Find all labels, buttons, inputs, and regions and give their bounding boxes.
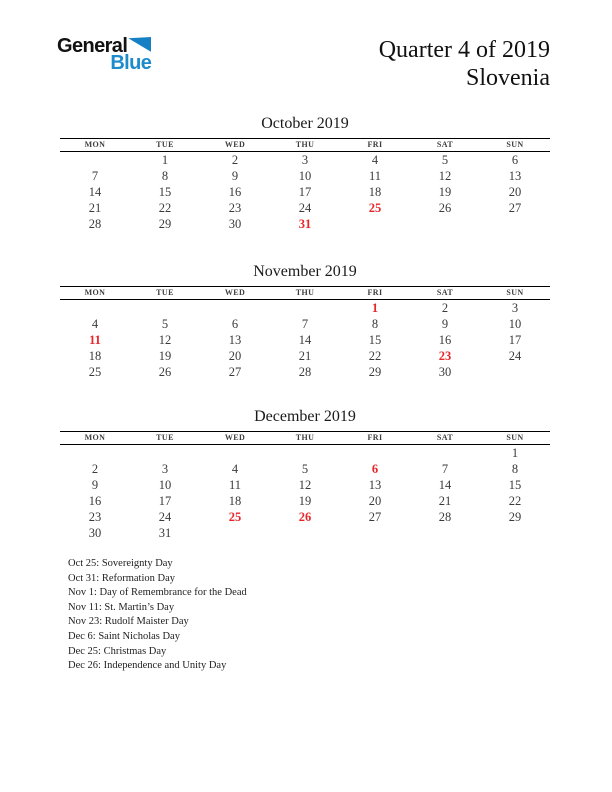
day-cell: 21 (298, 349, 312, 363)
day-cell: 31 (298, 217, 312, 231)
day-cell: 18 (228, 494, 242, 508)
day-cell: 14 (298, 333, 312, 347)
day-cell: 27 (228, 365, 242, 379)
day-cell: 15 (158, 185, 172, 199)
day-cell: 22 (368, 349, 382, 363)
weekday-header: MON (84, 433, 106, 442)
empty-day-cell (480, 216, 550, 232)
month-grid-december (60, 431, 550, 541)
day-cell: 12 (298, 478, 312, 492)
day-cell: 24 (158, 510, 172, 524)
day-cell: 10 (298, 169, 312, 183)
day-cell: 12 (158, 333, 172, 347)
day-cell: 5 (301, 462, 309, 476)
day-cell: 28 (298, 365, 312, 379)
weekday-header: TUE (156, 433, 174, 442)
weekday-header: FRI (367, 433, 383, 442)
day-cell: 26 (158, 365, 172, 379)
day-cell: 10 (508, 317, 522, 331)
day-cell: 16 (228, 185, 242, 199)
holiday-item: Nov 23: Rudolf Maister Day (68, 616, 189, 628)
month-title-october: October 2019 (261, 115, 349, 132)
empty-day-cell (340, 525, 410, 541)
page-title-quarter: Quarter 4 of 2019 (378, 37, 550, 63)
day-cell: 2 (231, 153, 239, 167)
week-row (60, 364, 550, 380)
day-cell: 6 (371, 462, 379, 476)
empty-day-cell (60, 152, 130, 168)
day-cell: 15 (368, 333, 382, 347)
day-cell: 1 (371, 301, 379, 315)
weekday-header: SUN (506, 433, 524, 442)
day-cell: 3 (511, 301, 519, 315)
logo-triangle-icon (128, 37, 151, 52)
empty-day-cell (340, 445, 410, 461)
month-title-november: November 2019 (253, 263, 357, 280)
day-cell: 25 (368, 201, 382, 215)
week-row (60, 316, 550, 332)
month-section-december (60, 407, 550, 541)
week-row (60, 493, 550, 509)
month-grid-november (60, 286, 550, 380)
weekday-header: THU (295, 140, 315, 149)
week-row (60, 348, 550, 364)
empty-day-cell (410, 216, 480, 232)
empty-day-cell (200, 445, 270, 461)
page-title-country: Slovenia (466, 65, 550, 91)
day-cell: 17 (298, 185, 312, 199)
weekday-header: THU (295, 433, 315, 442)
weekday-header: FRI (367, 288, 383, 297)
holiday-item: Dec 26: Independence and Unity Day (68, 660, 227, 672)
day-cell: 13 (368, 478, 382, 492)
week-row (60, 200, 550, 216)
day-cell: 28 (88, 217, 102, 231)
logo-blue-text: Blue (110, 52, 152, 74)
day-cell: 6 (511, 153, 519, 167)
day-cell: 27 (508, 201, 522, 215)
weekday-header-row (60, 286, 550, 300)
day-cell: 18 (88, 349, 102, 363)
day-cell: 11 (89, 333, 101, 347)
week-row (60, 184, 550, 200)
weekday-header-row (60, 138, 550, 152)
day-cell: 25 (228, 510, 242, 524)
empty-day-cell (60, 445, 130, 461)
day-cell: 30 (88, 526, 102, 540)
day-cell: 20 (368, 494, 382, 508)
holiday-item: Oct 31: Reformation Day (68, 572, 176, 584)
day-cell: 15 (508, 478, 522, 492)
empty-day-cell (410, 525, 480, 541)
empty-day-cell (130, 445, 200, 461)
weekday-header: THU (295, 288, 315, 297)
day-cell: 1 (161, 153, 169, 167)
day-cell: 8 (161, 169, 169, 183)
day-cell: 2 (91, 462, 99, 476)
day-cell: 23 (438, 349, 452, 363)
day-cell: 7 (301, 317, 309, 331)
day-cell: 9 (441, 317, 449, 331)
empty-day-cell (130, 300, 200, 316)
empty-day-cell (60, 300, 130, 316)
day-cell: 23 (228, 201, 242, 215)
day-cell: 11 (368, 169, 382, 183)
month-section-november (60, 262, 550, 380)
day-cell: 19 (438, 185, 452, 199)
weekday-header: WED (224, 140, 246, 149)
day-cell: 4 (91, 317, 99, 331)
day-cell: 24 (298, 201, 312, 215)
weekday-header: SAT (436, 433, 454, 442)
week-row (60, 152, 550, 168)
weekday-header: SUN (506, 288, 524, 297)
day-cell: 26 (438, 201, 452, 215)
weekday-header: MON (84, 288, 106, 297)
week-row (60, 477, 550, 493)
empty-day-cell (200, 300, 270, 316)
week-row (60, 509, 550, 525)
empty-day-cell (270, 300, 340, 316)
day-cell: 14 (438, 478, 452, 492)
weekday-header: MON (84, 140, 106, 149)
day-cell: 31 (158, 526, 172, 540)
day-cell: 10 (158, 478, 172, 492)
day-cell: 6 (231, 317, 239, 331)
empty-day-cell (340, 216, 410, 232)
day-cell: 30 (438, 365, 452, 379)
day-cell: 5 (441, 153, 449, 167)
week-row (60, 461, 550, 477)
month-title-december: December 2019 (254, 408, 356, 425)
day-cell: 19 (298, 494, 312, 508)
day-cell: 20 (228, 349, 242, 363)
day-cell: 13 (228, 333, 242, 347)
empty-day-cell (410, 445, 480, 461)
empty-day-cell (270, 445, 340, 461)
weekday-header: SUN (506, 140, 524, 149)
page-title (379, 36, 550, 92)
day-cell: 7 (441, 462, 449, 476)
day-cell: 25 (88, 365, 102, 379)
day-cell: 29 (158, 217, 172, 231)
empty-day-cell (480, 525, 550, 541)
day-cell: 26 (298, 510, 312, 524)
week-row (60, 300, 550, 316)
day-cell: 27 (368, 510, 382, 524)
day-cell: 21 (438, 494, 452, 508)
empty-day-cell (200, 525, 270, 541)
weekday-header: WED (224, 288, 246, 297)
day-cell: 22 (158, 201, 172, 215)
day-cell: 22 (508, 494, 522, 508)
logo-general-text: General (57, 35, 128, 57)
day-cell: 9 (231, 169, 239, 183)
day-cell: 20 (508, 185, 522, 199)
week-row (60, 168, 550, 184)
day-cell: 1 (511, 446, 519, 460)
month-grid-october (60, 138, 550, 232)
day-cell: 14 (88, 185, 102, 199)
day-cell: 29 (368, 365, 382, 379)
weekday-header: TUE (156, 288, 174, 297)
day-cell: 17 (158, 494, 172, 508)
weekday-header: SAT (436, 140, 454, 149)
week-row (60, 445, 550, 461)
holiday-item: Dec 25: Christmas Day (68, 645, 167, 657)
page-header (0, 0, 612, 92)
day-cell: 2 (441, 301, 449, 315)
holiday-item: Oct 25: Sovereignty Day (68, 558, 173, 569)
month-section-october (60, 114, 550, 232)
week-row (60, 525, 550, 541)
day-cell: 30 (228, 217, 242, 231)
day-cell: 29 (508, 510, 522, 524)
day-cell: 4 (231, 462, 239, 476)
day-cell: 28 (438, 510, 452, 524)
day-cell: 8 (371, 317, 379, 331)
day-cell: 19 (158, 349, 172, 363)
day-cell: 16 (88, 494, 102, 508)
day-cell: 13 (508, 169, 522, 183)
holiday-item: Nov 11: St. Martin’s Day (68, 601, 175, 613)
day-cell: 17 (508, 333, 522, 347)
day-cell: 18 (368, 185, 382, 199)
weekday-header: FRI (367, 140, 383, 149)
weekday-header-row (60, 431, 550, 445)
day-cell: 5 (161, 317, 169, 331)
general-blue-logo (57, 36, 151, 73)
day-cell: 8 (511, 462, 519, 476)
weekday-header: WED (224, 433, 246, 442)
weekday-header: TUE (156, 140, 174, 149)
day-cell: 12 (438, 169, 452, 183)
day-cell: 7 (91, 169, 99, 183)
empty-day-cell (270, 525, 340, 541)
day-cell: 3 (161, 462, 169, 476)
day-cell: 23 (88, 510, 102, 524)
day-cell: 16 (438, 333, 452, 347)
holiday-list (68, 557, 612, 674)
day-cell: 21 (88, 201, 102, 215)
week-row (60, 216, 550, 232)
day-cell: 3 (301, 153, 309, 167)
holiday-item: Nov 1: Day of Remembrance for the Dead (68, 587, 247, 599)
holiday-item: Dec 6: Saint Nicholas Day (68, 630, 180, 642)
empty-day-cell (480, 364, 550, 380)
day-cell: 24 (508, 349, 522, 363)
day-cell: 9 (91, 478, 99, 492)
week-row (60, 332, 550, 348)
day-cell: 11 (228, 478, 242, 492)
weekday-header: SAT (436, 288, 454, 297)
day-cell: 4 (371, 153, 379, 167)
